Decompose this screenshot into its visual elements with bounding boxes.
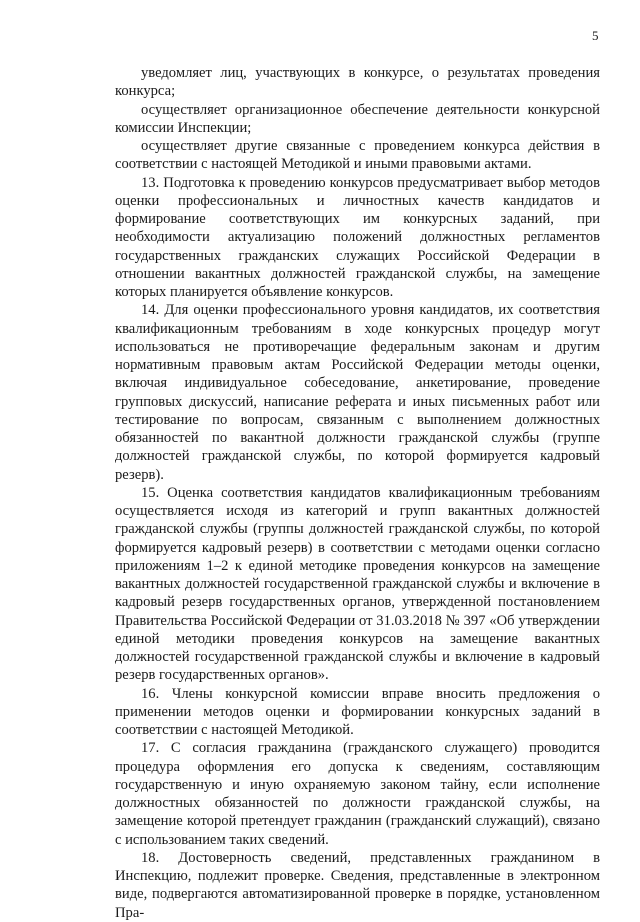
paragraph-other-actions: осуществляет другие связанные с проведением конкурса действия в соответствии с настоящей Методикой и иными правовыми актами. (115, 138, 600, 173)
paragraph-17: 17. С согласия гражданина (гражданского служащего) проводится процедура оформления его допуска к сведениям, составляющим государственную и иную охраняемую законом тайну, если исполнение должностных обязанностей по должности гражданской службы, на замещение которой претендует гражданин (гражданский служащий), связано с использованием таких сведений. (115, 740, 600, 848)
paragraph-16: 16. Члены конкурсной комиссии вправе вносить предложения о применении методов оценки и формировании конкурсных заданий в соответствии с настоящей Методикой. (115, 685, 600, 738)
paragraph-18: 18. Достоверность сведений, представленных гражданином в Инспекцию, подлежит проверке. Сведения, представленные в электронном виде, подвергаются автоматизированной проверке в порядке, установленном Пра- (115, 849, 600, 921)
document-body (115, 64, 600, 922)
page-number: 5 (592, 28, 599, 43)
paragraph-15: 15. Оценка соответствия кандидатов квалификационным требованиям осуществляется исходя из категорий и групп вакантных должностей гражданской службы (группы должностей гражданской службы, по которой формируется кадровый резерв) в соответствии с методами оценки согласно приложениям 1–2 к единой методике проведения конкурсов на замещение вакантных должностей государственной гражданской службы и включение в кадровый резерв государственных органов, утвержденной постановлением Правительства Российской Федерации от 31.03.2018 № 397 «Об утверждении единой методики проведения конкурсов на замещение вакантных должностей государственной гражданской службы и включение в кадровый резерв государственных органов». (115, 484, 600, 684)
paragraph-notify-results: уведомляет лиц, участвующих в конкурсе, о результатах проведения конкурса; (115, 65, 600, 100)
paragraph-13: 13. Подготовка к проведению конкурсов предусматривает выбор методов оценки профессиональных и личностных качеств кандидатов и формирование соответствующих им конкурсных заданий, при необходимости актуализацию положений должностных регламентов государственных гражданских служащих Российской Федерации в отношении вакантных должностей гражданской службы, на замещение которых планируется объявление конкурсов. (115, 174, 600, 300)
paragraph-14: 14. Для оценки профессионального уровня кандидатов, их соответствия квалификационным требованиям в ходе конкурсных процедур могут использоваться не противоречащие федеральным законам и другим нормативным правовым актам Российской Федерации методы оценки, включая индивидуальное собеседование, анкетирование, проведение групповых дискуссий, написание реферата и иных письменных работ или тестирование по вопросам, связанным с выполнением должностных обязанностей по вакантной должности гражданской службы (группе должностей гражданской службы, по которой формируется кадровый резерв). (115, 302, 600, 483)
paragraph-organizational-support: осуществляет организационное обеспечение деятельности конкурсной комиссии Инспекции; (115, 101, 600, 136)
